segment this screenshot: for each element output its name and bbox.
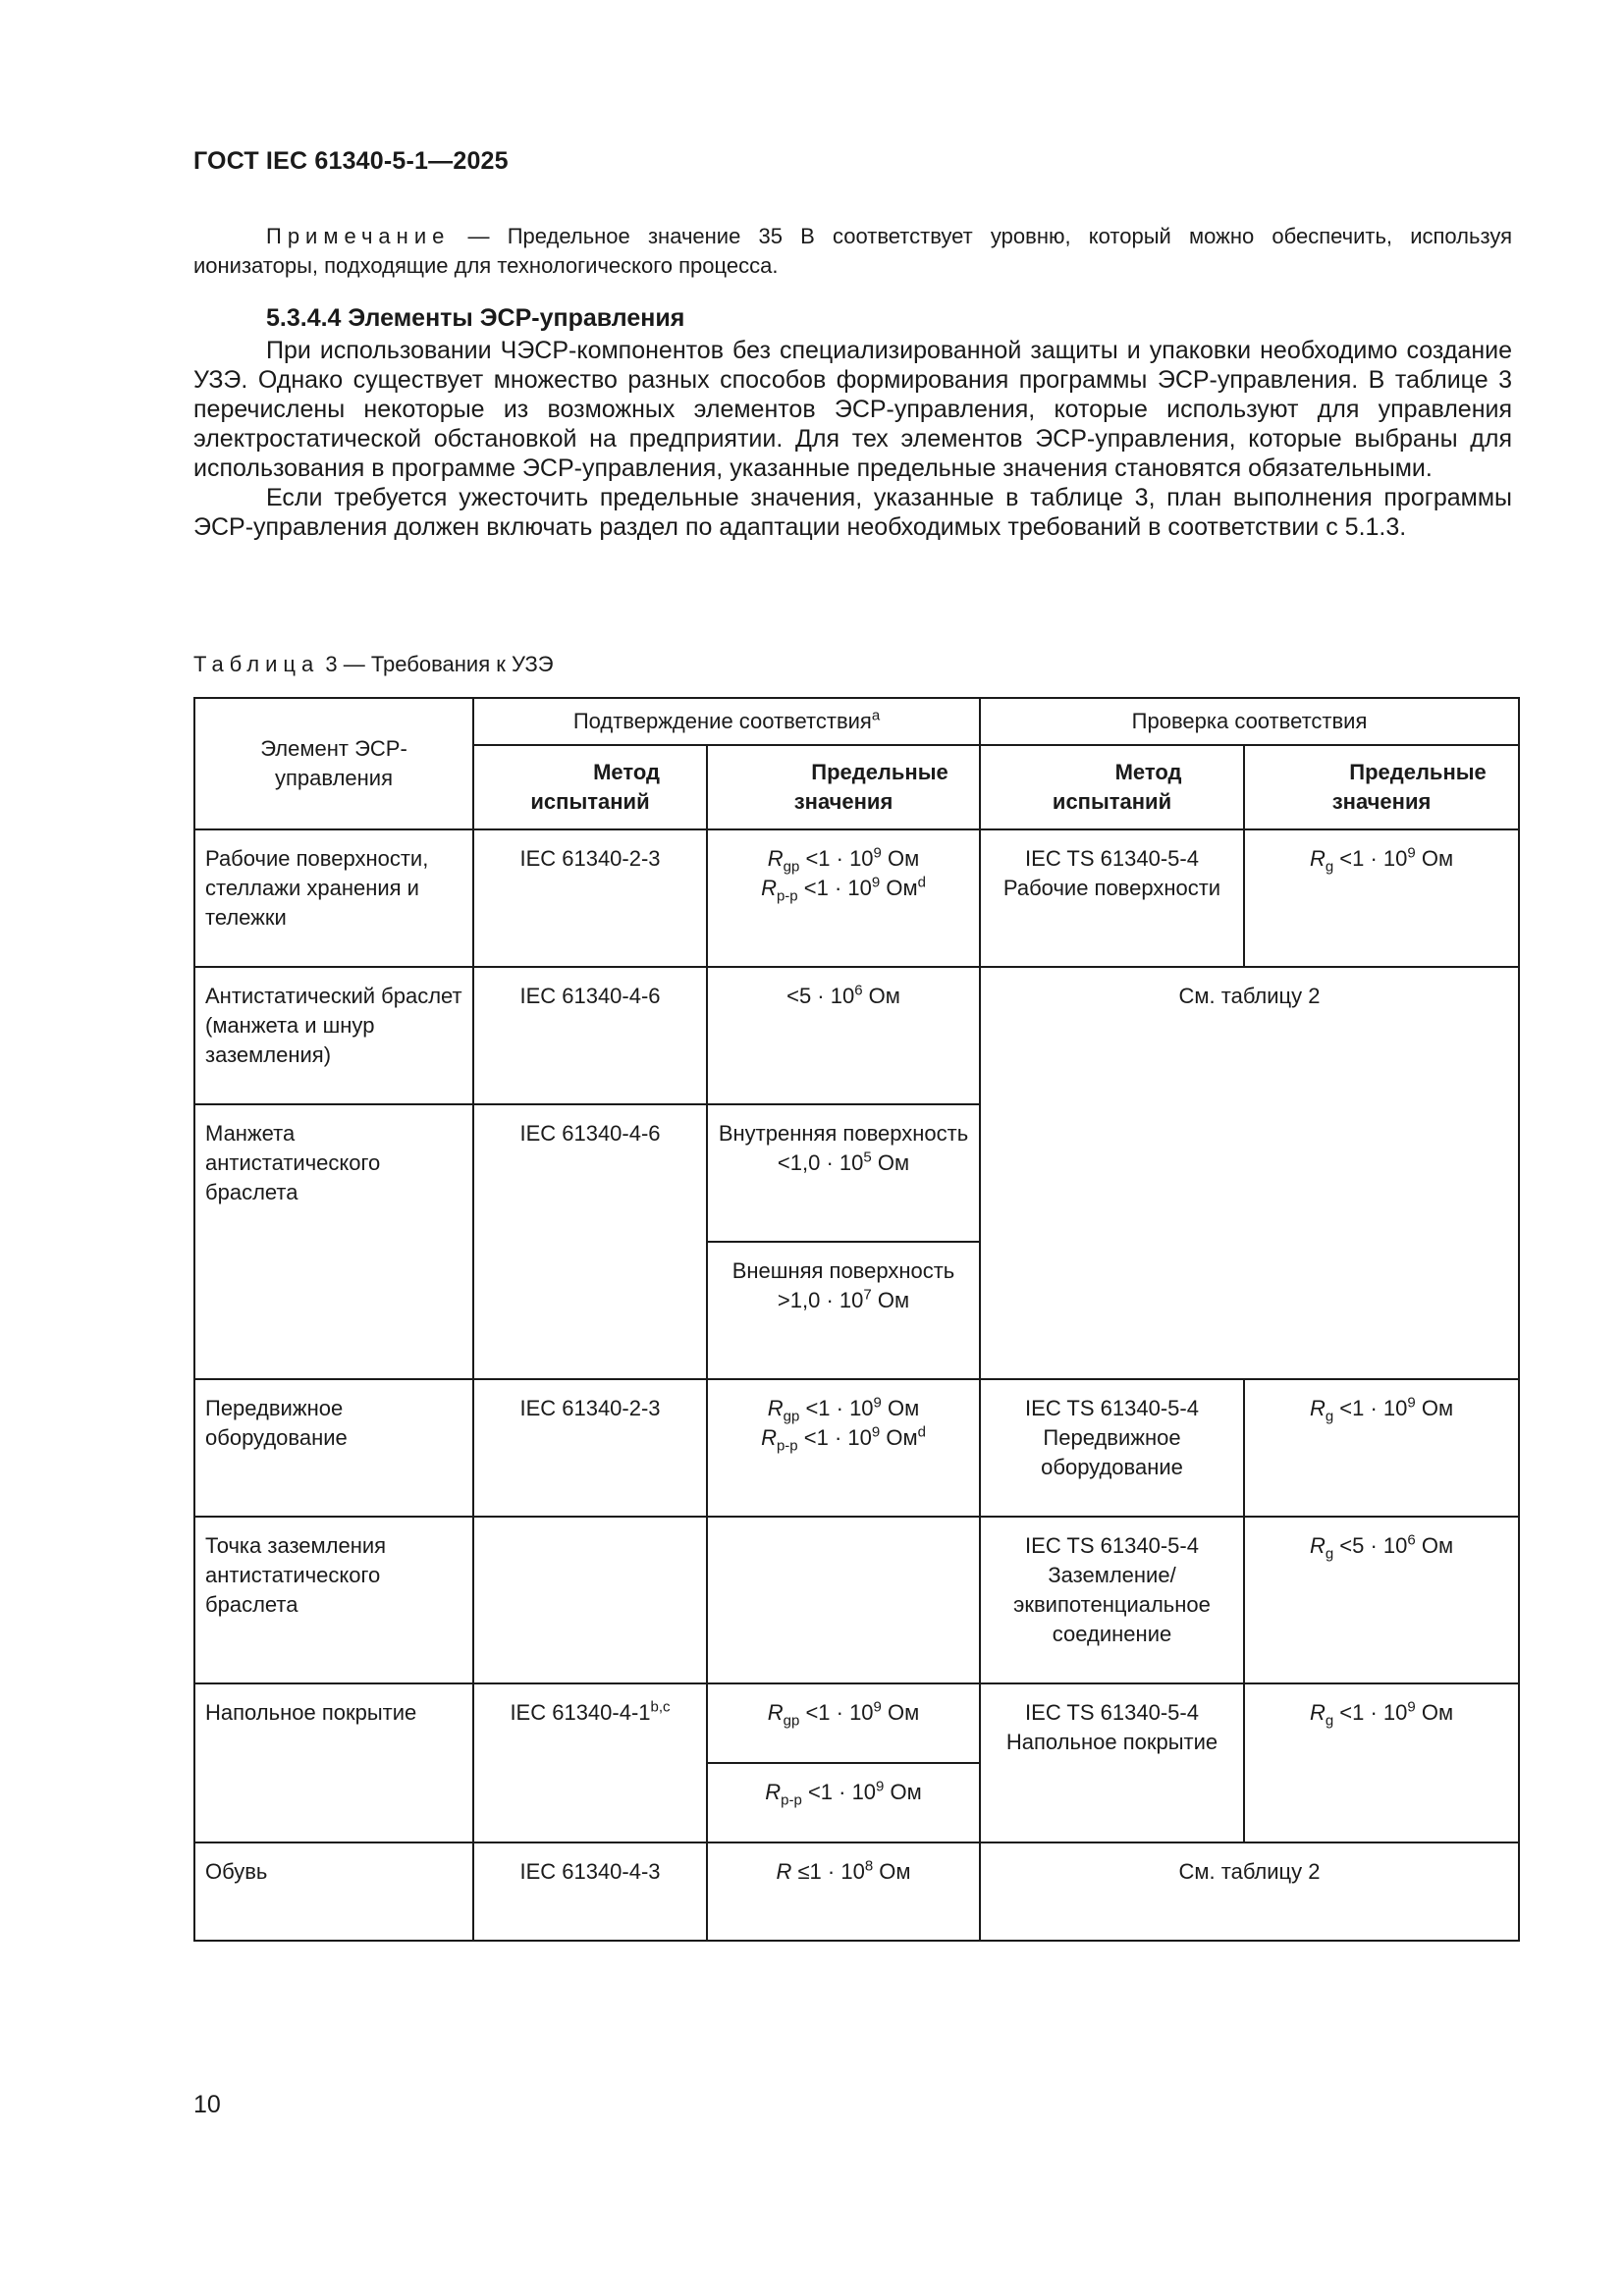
page-number: 10 <box>193 2091 221 2118</box>
cell-see-table-2: См. таблицу 2 <box>980 1842 1519 1941</box>
table-caption <box>193 652 554 677</box>
table-row <box>194 967 1519 1104</box>
table-header-row-1 <box>194 698 1519 745</box>
cell-method: IEC 61340-4-6 <box>473 1104 707 1379</box>
cell-check-method: IEC TS 61340-5-4 Напольное покрытие <box>980 1683 1244 1842</box>
cell-element: Напольное покрытие <box>194 1683 473 1842</box>
cell-see-table-2: См. таблицу 2 <box>980 967 1519 1379</box>
header-verification: Проверка соответствия <box>980 698 1519 745</box>
header-element: Элемент ЭСР-управления <box>194 698 473 829</box>
cell-element: Рабочие поверхности, стеллажи хранения и тележки <box>194 829 473 967</box>
table-row <box>194 1379 1519 1517</box>
table-caption-title: 3 — Требования к УЗЭ <box>319 652 554 676</box>
header-limits: Предельные значения <box>707 745 980 829</box>
header-test-method: Метод испытаний <box>473 745 707 829</box>
cell-limits: $<5 \cdot 10^6$ Ом <box>707 967 980 1104</box>
cell-limits-pp: $R_{p-p} <1 \cdot 10^9$ Ом <box>707 1763 980 1842</box>
note-paragraph <box>193 222 1512 281</box>
document-header: ГОСТ IEC 61340-5-1—2025 <box>193 147 509 175</box>
cell-method: IEC 61340-4-6 <box>473 967 707 1104</box>
body-paragraph-2: Если требуется ужесточить предельные значения, указанные в таблице 3, план выполнения программы ЭСР-управления должен включать раздел по адаптации необходимых требований в соответствии с 5.1.3. <box>193 484 1512 541</box>
note-lead: Примечание <box>266 224 451 248</box>
cell-method: IEC 61340-4-3 <box>473 1842 707 1941</box>
table-row <box>194 1683 1519 1763</box>
requirements-table <box>193 697 1520 1942</box>
cell-check-method: IEC TS 61340-5-4 Рабочие поверхности <box>980 829 1244 967</box>
table-row <box>194 829 1519 967</box>
cell-check-limit: $R_g <1 \cdot 10^9$ Ом <box>1244 1379 1519 1517</box>
table-caption-lead: Таблица <box>193 652 320 676</box>
cell-method: IEC 61340-2-3 <box>473 1379 707 1517</box>
cell-check-method: IEC TS 61340-5-4 Передвижное оборудование <box>980 1379 1244 1517</box>
cell-element: Антистатический браслет (манжета и шнур заземления) <box>194 967 473 1104</box>
cell-limits: $R_{gp} <1 \cdot 10^9$ Ом $R_{p-p} <1 \cdot 10^9$ $Ом^d$ <box>707 829 980 967</box>
cell-element: Обувь <box>194 1842 473 1941</box>
cell-limits: $R_{gp} <1 \cdot 10^9$ Ом $R_{p-p} <1 \cdot 10^9$ $Ом^d$ <box>707 1379 980 1517</box>
section-heading: 5.3.4.4 Элементы ЭСР-управления <box>266 304 685 332</box>
header-confirmation: Подтверждение соответствия$^a$ <box>473 698 980 745</box>
header-footnote-a: a <box>871 707 881 724</box>
cell-element: Передвижное оборудование <box>194 1379 473 1517</box>
cell-check-limit: $R_g <1 \cdot 10^9$ Ом <box>1244 1683 1519 1842</box>
header-method: Метод испытаний <box>980 745 1244 829</box>
cell-limits-inner: Внутренняя поверхность $<1,0 \cdot 10^5$ Ом <box>707 1104 980 1242</box>
cell-limits-empty <box>707 1517 980 1683</box>
note-text: — Предельное значение 35 В соответствует уровню, который можно обеспечить, используя ионизаторы, подходящие для технологического процесса. <box>193 224 1512 278</box>
table-row <box>194 1842 1519 1941</box>
cell-check-limit: $R_g <1 \cdot 10^9$ Ом <box>1244 829 1519 967</box>
section-body <box>193 336 1512 542</box>
cell-method-empty <box>473 1517 707 1683</box>
cell-check-limit: $R_g <5 \cdot 10^6$ Ом <box>1244 1517 1519 1683</box>
header-limits-2: Предельные значения <box>1244 745 1519 829</box>
cell-element: Точка заземления антистатического браслета <box>194 1517 473 1683</box>
cell-method: IEC 61340-4-1$^{b,c}$ <box>473 1683 707 1842</box>
table-row <box>194 1517 1519 1683</box>
cell-limits-gp: $R_{gp} <1 \cdot 10^9$ Ом <box>707 1683 980 1763</box>
cell-element: Манжета антистатического браслета <box>194 1104 473 1379</box>
cell-check-method: IEC TS 61340-5-4 Заземление/ эквипотенциальное соединение <box>980 1517 1244 1683</box>
cell-method: IEC 61340-2-3 <box>473 829 707 967</box>
cell-limits: $R \le 1 \cdot 10^8$ Ом <box>707 1842 980 1941</box>
cell-limits-outer: Внешняя поверхность $>1,0 \cdot 10^7$ Ом <box>707 1242 980 1379</box>
body-paragraph-1: При использовании ЧЭСР-компонентов без специализированной защиты и упаковки необходимо создание УЗЭ. Однако существует множество разных способов формирования программы ЭСР-управления. В таблице 3 перечислены некоторые из возможных элементов ЭСР-управления, которые используют для управления электростатической обстановкой на предприятии. Для тех элементов ЭСР-управления, которые выбраны для использования в программе ЭСР-управления, указанные предельные значения становятся обязательными. <box>193 337 1512 482</box>
